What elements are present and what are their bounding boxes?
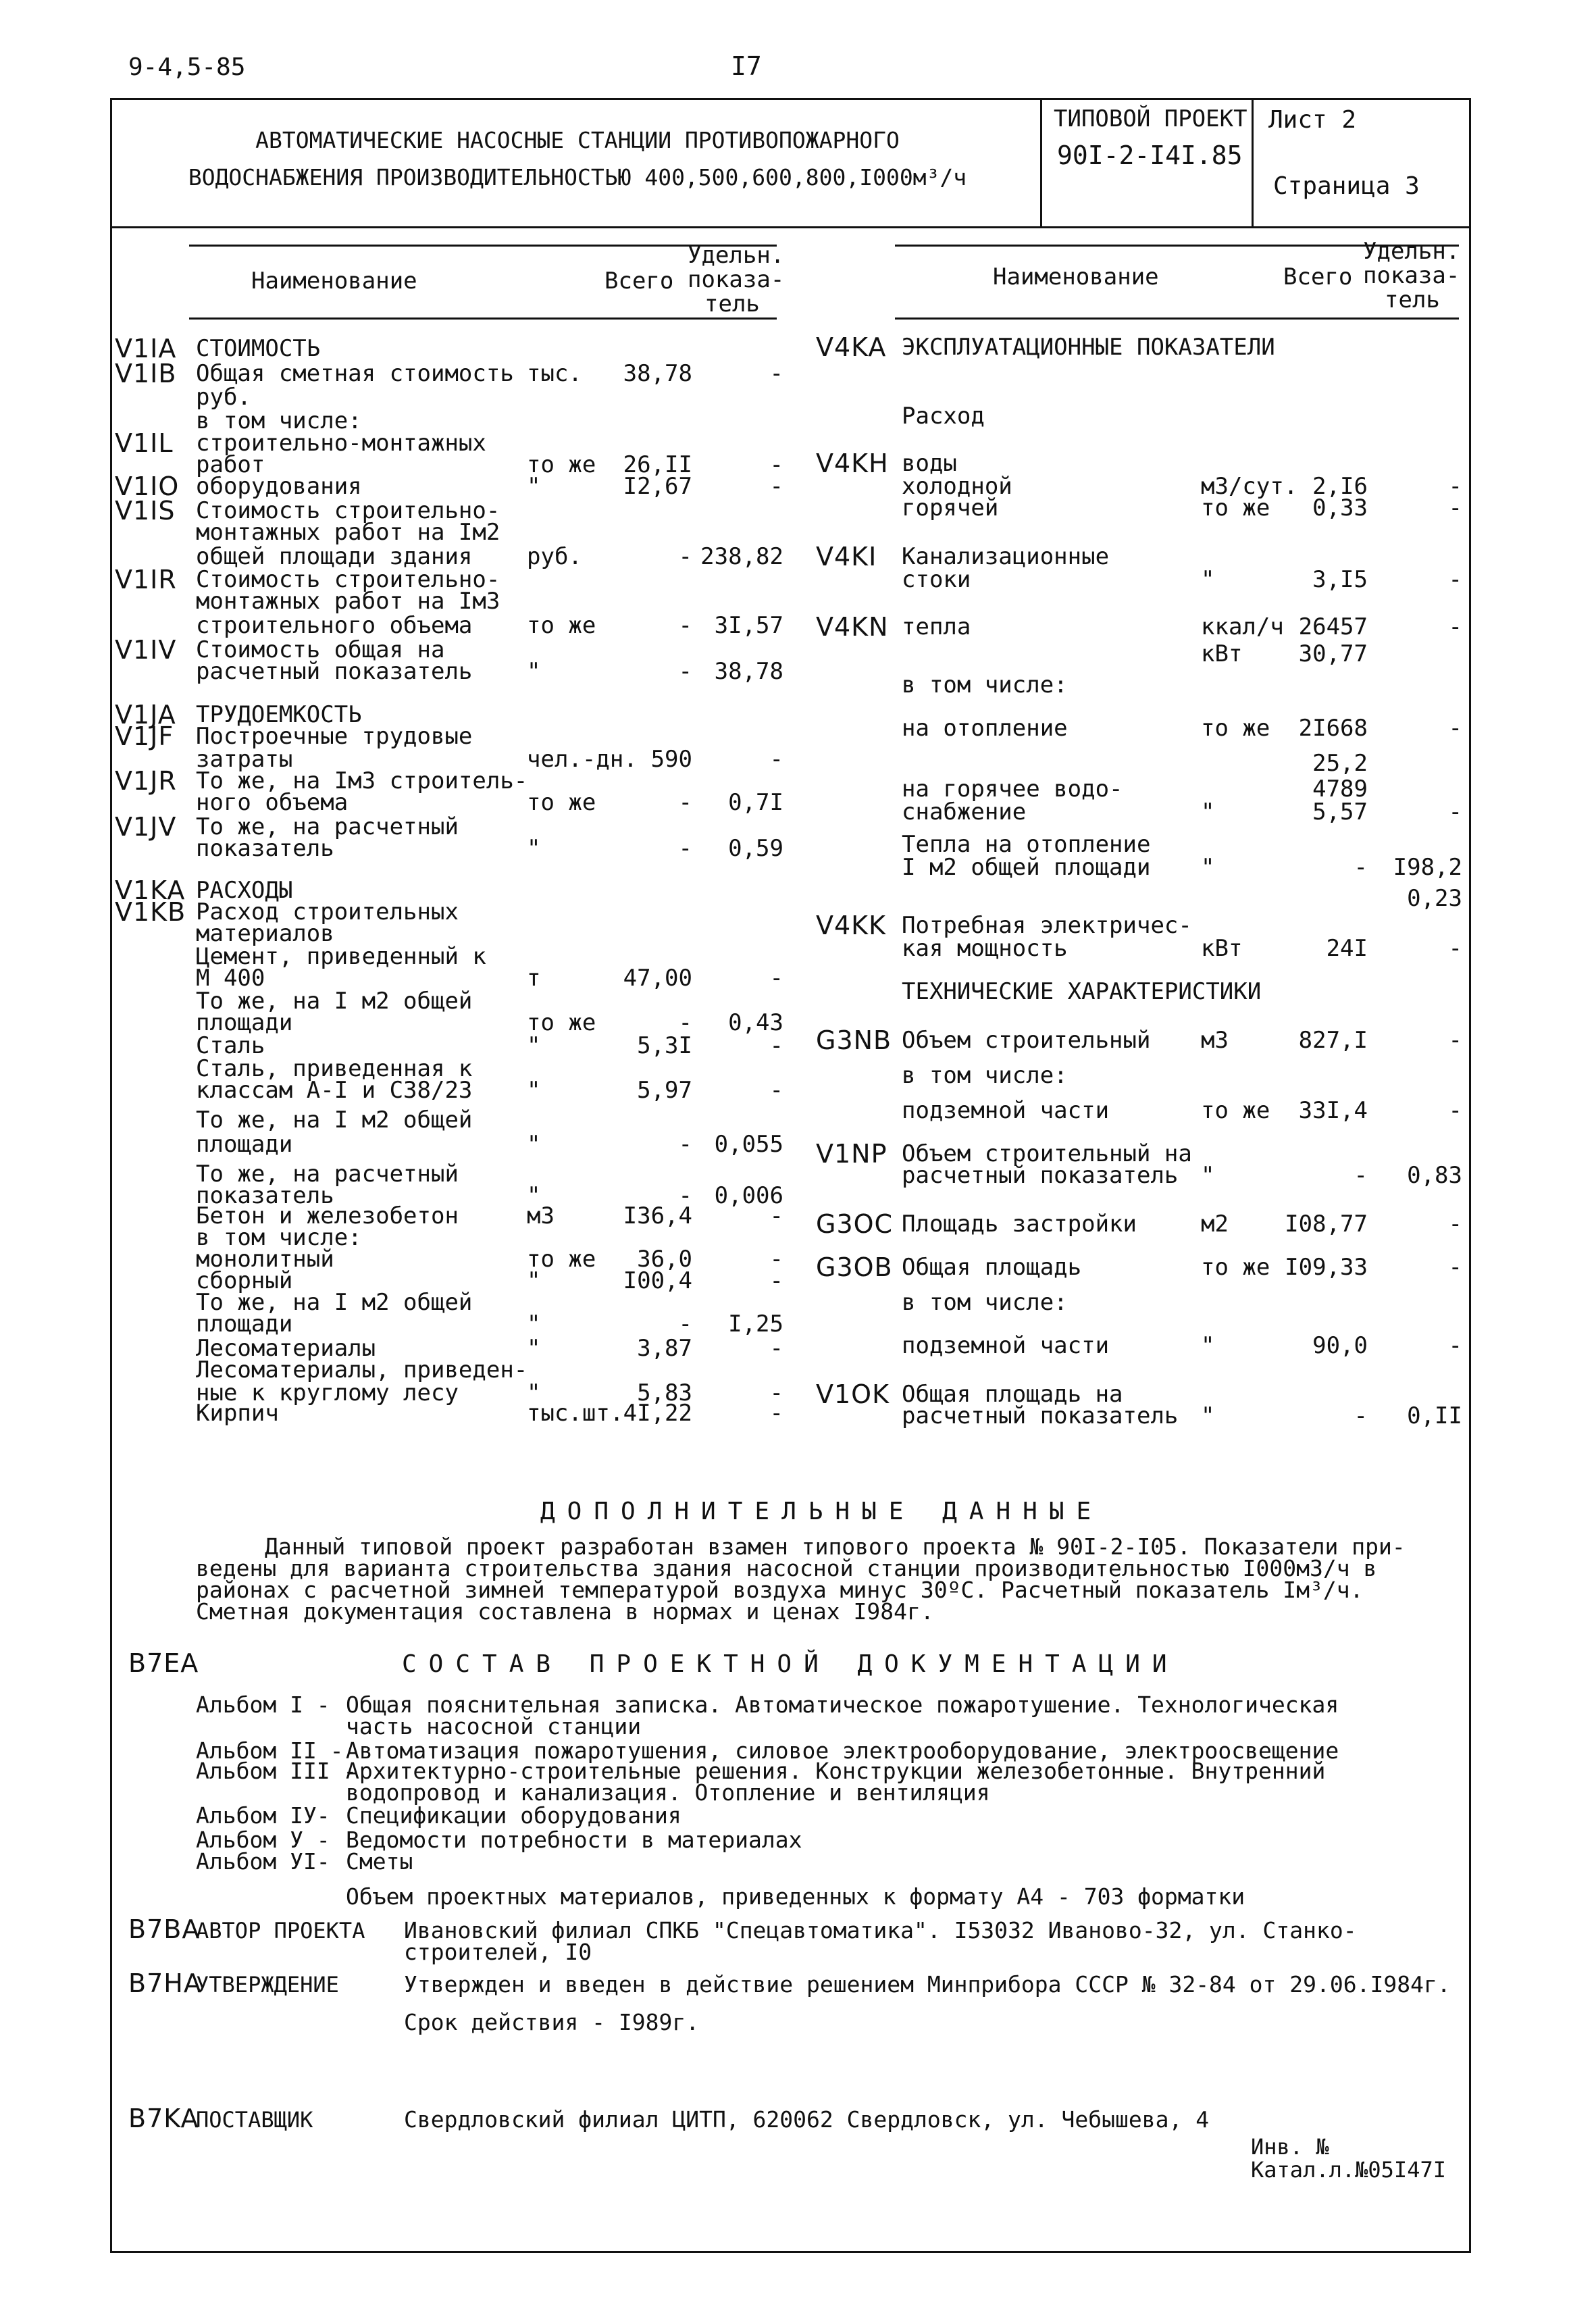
row-code: V1KA: [115, 875, 186, 905]
row-unit: ": [527, 1182, 541, 1209]
album-text: Спецификации оборудования: [346, 1802, 681, 1829]
row-name: материалов: [196, 920, 334, 947]
row-name: сборный: [196, 1267, 293, 1294]
row-name: Сталь, приведенная к: [196, 1055, 473, 1082]
row-total: 827,I: [1298, 1027, 1368, 1054]
row-unit: то же: [527, 612, 596, 639]
stamp-type-label: ТИПОВОЙ ПРОЕКТ: [1054, 105, 1247, 132]
row-unit: т: [527, 965, 541, 992]
row-name: расчетный показатель: [902, 1402, 1179, 1429]
row-unit: ": [527, 1077, 541, 1104]
row-name: в том числе:: [902, 671, 1068, 698]
row-spec: -: [769, 965, 783, 992]
stamp-title-line2: ВОДОСНАБЖЕНИЯ ПРОИЗВОДИТЕЛЬНОСТЬЮ 400,500,600,800,I000м³/ч: [188, 164, 967, 190]
row-code: V1JF: [115, 721, 174, 751]
row-name: Сталь: [196, 1032, 265, 1059]
author-code: B7BA: [128, 1914, 201, 1944]
row-name: Объем строительный: [902, 1027, 1151, 1054]
row-name: площади: [196, 1009, 293, 1036]
row-name: монтажных работ на Iм2: [196, 519, 500, 546]
row-total: 2I668: [1298, 715, 1368, 742]
row-total: -: [678, 1182, 692, 1209]
inventory-catalog: Катал.л.№05I47I: [1251, 2157, 1446, 2183]
row-spec: -: [1448, 1254, 1462, 1281]
row-name: ные к круглому лесу: [196, 1379, 459, 1406]
extra-line1: Данный типовой проект разработан взамен типового проекта № 90I-2-I05. Показатели при-: [265, 1533, 1406, 1560]
row-name: I м2 общей площади: [902, 854, 1151, 881]
row-unit: ": [527, 1379, 541, 1406]
row-name: То же, на I м2 общей: [196, 988, 473, 1015]
row-name: ного объема: [196, 789, 349, 816]
row-name: стоки: [902, 566, 971, 593]
row-code: V1IV: [115, 635, 177, 665]
row-code: V4KA: [816, 332, 887, 362]
row-name: Лесоматериалы, приведен-: [196, 1356, 528, 1383]
row-code: V4KK: [816, 911, 887, 940]
row-total: 5,83: [637, 1379, 692, 1406]
row-spec: -: [1448, 798, 1462, 825]
row-unit: то же: [527, 1246, 596, 1273]
row-name: ЭКСПЛУАТАЦИОННЫЕ ПОКАЗАТЕЛИ: [902, 334, 1275, 361]
row-total: 3,87: [637, 1335, 692, 1362]
row-total: 90,0: [1312, 1332, 1368, 1359]
row-name: в том числе:: [902, 1062, 1068, 1089]
row-name: подземной части: [902, 1332, 1110, 1359]
album-text: Сметы: [346, 1848, 413, 1875]
row-total: -: [1354, 1162, 1368, 1189]
row-name: Стоимость строительно-: [196, 497, 500, 524]
left-header-name: Наименование: [251, 268, 417, 295]
right-header-total: Всего: [1283, 263, 1353, 290]
row-unit: м3: [1201, 1027, 1229, 1054]
album-label: Альбом I -: [196, 1692, 330, 1718]
row-name: оборудования: [196, 473, 362, 500]
row-unit: то же: [527, 451, 596, 478]
row-code: V1JR: [115, 766, 177, 796]
row-spec: -: [769, 473, 783, 500]
row-unit: ": [527, 1267, 541, 1294]
author-label: АВТОР ПРОЕКТА: [196, 1918, 365, 1943]
row-total: -: [678, 658, 692, 685]
row-code: V4KN: [816, 612, 889, 642]
row-name: руб.: [196, 384, 251, 411]
row-code: V4KH: [816, 449, 889, 478]
row-name: воды: [902, 450, 957, 477]
right-header-spec1: Удельн.: [1363, 238, 1460, 265]
row-spec: -: [769, 1077, 783, 1104]
stamp-title-line1: АВТОМАТИЧЕСКИЕ НАСОСНЫЕ СТАНЦИИ ПРОТИВОПОЖАРНОГО: [255, 127, 900, 153]
row-name: холодной: [902, 473, 1012, 500]
row-spec: 38,78: [714, 658, 783, 685]
extra-line4: Сметная документация составлена в нормах и ценах I984г.: [196, 1598, 934, 1625]
row-name: на горячее водо-: [902, 776, 1123, 803]
left-header-spec2: показа-: [688, 266, 785, 293]
right-header-name: Наименование: [993, 263, 1159, 290]
row-unit: чел.-дн.: [527, 746, 638, 773]
row-unit: ": [527, 1311, 541, 1338]
row-total: 24I: [1326, 935, 1368, 962]
row-spec: -: [769, 1246, 783, 1273]
row-unit: то же: [1201, 1097, 1270, 1124]
row-spec: -: [1448, 1027, 1462, 1054]
row-spec: -: [1448, 566, 1462, 593]
row-name: общей площади здания: [196, 543, 473, 570]
row-code: V1JA: [115, 700, 176, 730]
row-unit: ккал/ч: [1201, 613, 1284, 640]
row-unit: то же: [1201, 715, 1270, 742]
stamp-type-number: 90I-2-I4I.85: [1057, 141, 1243, 170]
row-name: классам А-I и С38/23: [196, 1077, 473, 1104]
row-spec: 0,006: [714, 1182, 783, 1209]
row-name: То же, на I м2 общей: [196, 1107, 473, 1134]
row-name: тепла: [902, 613, 971, 640]
row-name: монолитный: [196, 1246, 334, 1273]
row-unit: то же: [527, 1009, 596, 1036]
row-code: V1IB: [115, 359, 177, 388]
row-unit: тыс.: [527, 360, 582, 387]
row-total: 30,77: [1298, 640, 1368, 667]
page-number: I7: [731, 51, 762, 81]
row-name: Расход строительных: [196, 898, 459, 925]
album-text: Ведомости потребности в материалах: [346, 1827, 802, 1853]
row-name: в том числе:: [902, 1289, 1068, 1316]
row-name: показатель: [196, 1182, 334, 1209]
row-name: Цемент, приведенный к: [196, 943, 486, 970]
row-name: Тепла на отопление: [902, 831, 1151, 858]
row-name: М 400: [196, 965, 265, 992]
row-unit: м3: [527, 1202, 555, 1229]
row-total: -: [1354, 1402, 1368, 1429]
right-header-spec3: тель: [1385, 286, 1440, 313]
row-spec: -: [1448, 613, 1462, 640]
row-name: строительно-монтажных: [196, 430, 486, 457]
approval-label: УТВЕРЖДЕНИЕ: [196, 1972, 339, 1998]
row-total: I2,67: [623, 473, 692, 500]
row-unit: ": [1201, 1332, 1215, 1359]
row-spec: 238,82: [700, 543, 783, 570]
row-name: горячей: [902, 494, 999, 522]
row-code: V1NP: [816, 1139, 887, 1169]
album-text-continued: водопровод и канализация. Отопление и вентиляция: [346, 1779, 990, 1806]
row-name: Бетон и железобетон: [196, 1202, 459, 1229]
left-header-spec3: тель: [704, 290, 760, 317]
row-unit: м2: [1201, 1211, 1229, 1238]
row-name: То же, на I м2 общей: [196, 1289, 473, 1316]
approval-code: B7HA: [128, 1968, 202, 1998]
row-spec: 0,43: [728, 1009, 783, 1036]
row-spec: -: [1448, 715, 1462, 742]
row-name: Стоимость строительно-: [196, 566, 500, 593]
row-name: расчетный показатель: [196, 658, 473, 685]
row-code: G3OB: [816, 1252, 893, 1282]
row-spec: 0,II: [1407, 1402, 1462, 1429]
row-unit: руб.: [527, 543, 582, 570]
row-spec: -: [1448, 1097, 1462, 1124]
row-total: I09,33: [1285, 1254, 1368, 1281]
row-total: 4I,22: [623, 1400, 692, 1427]
row-spec: -: [769, 1379, 783, 1406]
composition-heading: СОСТАВ ПРОЕКТНОЙ ДОКУМЕНТАЦИИ: [402, 1650, 1179, 1678]
author-line1: Ивановский филиал СПКБ "Спецавтоматика". I53032 Иваново-32, ул. Станко-: [404, 1917, 1357, 1943]
row-total: 590: [650, 746, 692, 773]
stamp-sheet: Лист 2: [1268, 106, 1357, 134]
row-spec: -: [1448, 935, 1462, 962]
row-total: 5,57: [1312, 798, 1368, 825]
album-label: Альбом III -: [196, 1758, 357, 1784]
row-code: V1OK: [816, 1379, 890, 1409]
row-name: Общая площадь: [902, 1254, 1082, 1281]
row-unit: то же: [1201, 1254, 1270, 1281]
row-name: строительного объема: [196, 612, 473, 639]
row-unit: то же: [527, 789, 596, 816]
approval-line1: Утвержден и введен в действие решением Минприбора СССР № 32-84 от 29.06.I984г.: [404, 1971, 1451, 1998]
row-name: ТЕХНИЧЕСКИЕ ХАРАКТЕРИСТИКИ: [902, 978, 1262, 1005]
row-unit: ": [527, 1032, 541, 1059]
album-label: Альбом IУ-: [196, 1802, 330, 1829]
left-header-spec1: Удельн.: [688, 242, 785, 269]
row-total: 26457: [1298, 613, 1368, 640]
row-code: G3NB: [816, 1025, 892, 1055]
row-name: работ: [196, 451, 265, 478]
row-name: Общая площадь на: [902, 1381, 1123, 1408]
row-total: -: [678, 612, 692, 639]
row-name: в том числе:: [196, 407, 362, 434]
row-total: 47,00: [623, 965, 692, 992]
row-name: показатель: [196, 835, 334, 862]
album-label: Альбом II -: [196, 1737, 344, 1764]
row-unit: кВт: [1201, 640, 1243, 667]
row-code: V1JV: [115, 812, 177, 842]
row-name: Объем строительный на: [902, 1140, 1192, 1167]
row-spec: -: [769, 1400, 783, 1427]
row-total: -: [1354, 854, 1368, 881]
row-name: монтажных работ на Iм3: [196, 588, 500, 615]
row-unit: то же: [1201, 494, 1270, 522]
row-name: РАСХОДЫ: [196, 877, 293, 904]
row-name: Кирпич: [196, 1400, 279, 1427]
doc-code: 9-4,5-85: [128, 53, 246, 81]
row-spec: -: [769, 451, 783, 478]
row-unit: ": [1201, 1402, 1215, 1429]
row-spec: -: [1448, 494, 1462, 522]
row-spec: I,25: [728, 1311, 783, 1338]
row-name: кая мощность: [902, 935, 1068, 962]
row-name: площади: [196, 1311, 293, 1338]
album-text-continued: часть насосной станции: [346, 1713, 642, 1739]
row-spec: -: [769, 1335, 783, 1362]
row-unit: ": [527, 658, 541, 685]
extra-line2: ведены для варианта строительства здания насосной станции производительностью I000м3/ч в: [196, 1555, 1377, 1581]
row-total: I00,4: [623, 1267, 692, 1294]
row-spec: 0,055: [714, 1131, 783, 1158]
row-spec: -: [769, 360, 783, 387]
row-spec: 0,59: [728, 835, 783, 862]
row-name: СТОИМОСТЬ: [196, 335, 321, 362]
row-code: V1IL: [115, 428, 174, 458]
right-header-spec2: показа-: [1363, 262, 1460, 289]
row-total: I36,4: [623, 1202, 692, 1229]
row-name: ТРУДОЕМКОСТЬ: [196, 701, 362, 728]
row-total: -: [678, 1311, 692, 1338]
row-spec: -: [769, 1202, 783, 1229]
approval-line2: Срок действия - I989г.: [404, 2009, 700, 2035]
author-line2: строителей, I0: [404, 1939, 592, 1965]
row-code: V1IO: [115, 472, 180, 501]
row-total: 36,0: [637, 1246, 692, 1273]
row-unit: ": [527, 835, 541, 862]
row-spec: 3I,57: [714, 612, 783, 639]
row-total: 5,3I: [637, 1032, 692, 1059]
supplier-code: B7KA: [128, 2104, 199, 2133]
row-spec: -: [769, 1267, 783, 1294]
row-name: Лесоматериалы: [196, 1335, 376, 1362]
supplier-line1: Свердловский филиал ЦИТП, 620062 Свердловск, ул. Чебышева, 4: [404, 2106, 1210, 2133]
row-code: V1IA: [115, 334, 177, 363]
row-code: V1IS: [115, 496, 176, 526]
row-total: 2,I6: [1312, 473, 1368, 500]
row-unit: кВт: [1201, 935, 1243, 962]
row-code: V4KI: [816, 542, 877, 571]
row-total: 3,I5: [1312, 566, 1368, 593]
extra-line3: районах с расчетной зимней температурой воздуха минус 30ºС. Расчетный показатель Iм³/ч.: [196, 1577, 1364, 1603]
album-text: Общая пояснительная записка. Автоматическое пожаротушение. Технологическая: [346, 1692, 1339, 1718]
row-spec: -: [1448, 1332, 1462, 1359]
row-spec: 0,7I: [728, 789, 783, 816]
composition-volume: Объем проектных материалов, приведенных к формату А4 - 703 форматки: [346, 1883, 1245, 1910]
row-name: Канализационные: [902, 543, 1110, 570]
row-spec: -: [769, 1032, 783, 1059]
row-name: Построечные трудовые: [196, 723, 473, 750]
row-total: 38,78: [623, 360, 692, 387]
row-spec: 0,83: [1407, 1162, 1462, 1189]
row-code: G3OC: [816, 1209, 894, 1239]
left-header-total: Всего: [604, 268, 674, 295]
row-unit: ": [1201, 798, 1215, 825]
album-label: Альбом УI-: [196, 1848, 330, 1875]
row-spec: -: [1448, 1211, 1462, 1238]
row-total: -: [678, 789, 692, 816]
row-unit: м3/сут.: [1201, 473, 1298, 500]
row-unit: ": [1201, 1162, 1215, 1189]
row-unit: тыс.шт.: [527, 1400, 624, 1427]
row-name: на отопление: [902, 715, 1068, 742]
row-name: снабжение: [902, 798, 1027, 825]
inventory-line1: Инв. №: [1251, 2134, 1329, 2160]
row-total: 5,97: [637, 1077, 692, 1104]
row-unit: ": [527, 473, 541, 500]
row-total: 26,II: [623, 451, 692, 478]
row-total: 25,2: [1312, 750, 1368, 777]
extra-heading: ДОПОЛНИТЕЛЬНЫЕ ДАННЫЕ: [540, 1498, 1104, 1525]
row-name: Площадь застройки: [902, 1211, 1137, 1238]
row-unit: ": [1201, 854, 1215, 881]
row-name: подземной части: [902, 1097, 1110, 1124]
row-total: -: [678, 835, 692, 862]
row-total: -: [678, 1131, 692, 1158]
row-name: Потребная электричес-: [902, 912, 1192, 939]
row-name: То же, на расчетный: [196, 813, 459, 840]
row-unit: ": [527, 1335, 541, 1362]
composition-code: B7EA: [128, 1648, 199, 1678]
row-code: V1KB: [115, 897, 186, 927]
row-code: V1IR: [115, 565, 177, 594]
row-total: I08,77: [1285, 1211, 1368, 1238]
album-label: Альбом У -: [196, 1827, 330, 1853]
row-name: То же, на расчетный: [196, 1161, 459, 1188]
album-text: Архитектурно-строительные решения. Конструкции железобетонные. Внутренний: [346, 1758, 1326, 1784]
row-name: Общая сметная стоимость: [196, 360, 514, 387]
row-spec: -: [769, 746, 783, 773]
row-total: 4789: [1312, 776, 1368, 803]
row-name: площади: [196, 1131, 293, 1158]
row-name: расчетный показатель: [902, 1162, 1179, 1189]
row-total: 33I,4: [1298, 1097, 1368, 1124]
row-name: Расход: [902, 403, 985, 430]
row-spec: I98,2: [1393, 854, 1462, 881]
supplier-label: ПОСТАВЩИК: [196, 2107, 313, 2133]
row-name: в том числе:: [196, 1224, 362, 1251]
row-spec: 0,23: [1407, 885, 1462, 912]
row-unit: ": [1201, 566, 1215, 593]
row-unit: ": [527, 1131, 541, 1158]
row-name: Стоимость общая на: [196, 636, 445, 663]
row-total: -: [678, 543, 692, 570]
row-total: 0,33: [1312, 494, 1368, 522]
row-spec: -: [1448, 473, 1462, 500]
row-name: затраты: [196, 746, 293, 773]
row-total: -: [678, 1009, 692, 1036]
row-name: То же, на Iм3 строитель-: [196, 767, 528, 794]
album-text: Автоматизация пожаротушения, силовое электрооборудование, электроосвещение: [346, 1737, 1339, 1764]
stamp-page: Страница 3: [1273, 172, 1420, 200]
